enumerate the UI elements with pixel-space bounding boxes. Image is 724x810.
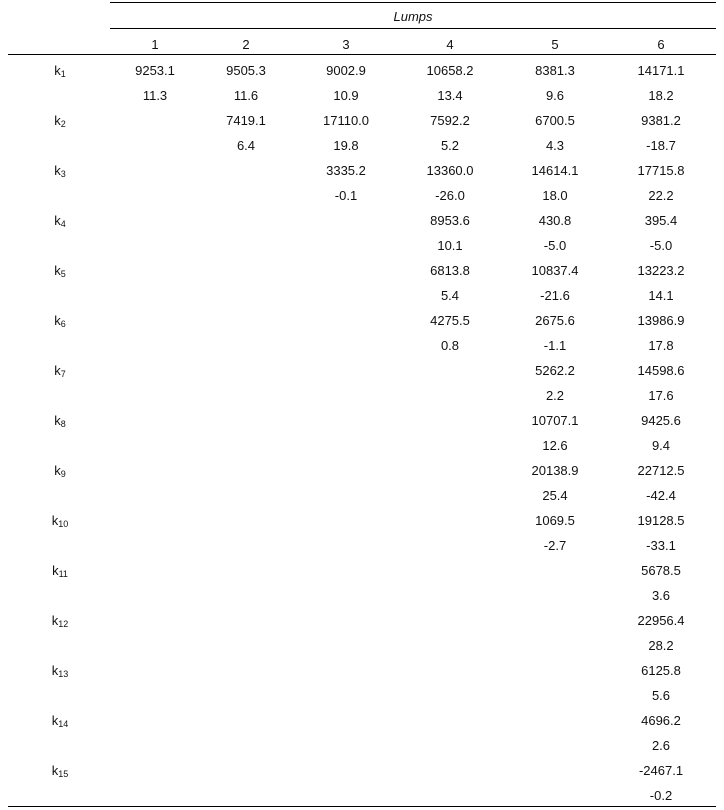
top-rule <box>110 2 716 3</box>
cell-value-k1-col3: 9002.9 <box>326 63 366 78</box>
cell-deviation-k4-col5: -5.0 <box>543 238 567 253</box>
row-label-subscript: 11 <box>58 569 68 579</box>
cell-deviation-k6-col5: -1.1 <box>543 338 567 353</box>
cell-deviation-k4-col6: -5.0 <box>649 238 673 253</box>
cell-deviation-k3-col5: 18.0 <box>542 188 568 203</box>
row-label-k8 <box>42 413 78 428</box>
cell-deviation-k2-col3: 19.8 <box>333 138 359 153</box>
row-label-k15 <box>42 763 78 778</box>
cell-value-k3-col4: 13360.0 <box>426 163 474 178</box>
cell-deviation-k1-col4: 13.4 <box>437 88 463 103</box>
cell-deviation-k14-col6: 2.6 <box>651 738 671 753</box>
bottom-rule <box>8 806 716 807</box>
cell-deviation-k5-col4: 5.4 <box>440 288 460 303</box>
cell-deviation-k1-col1: 11.3 <box>142 88 168 103</box>
row-label-symbol: k <box>54 213 61 228</box>
row-label-symbol: k <box>54 363 61 378</box>
cell-deviation-k8-col6: 9.4 <box>651 438 671 453</box>
column-header-2: 2 <box>242 37 250 52</box>
row-label-symbol: k <box>51 613 59 628</box>
cell-value-k2-col2: 7419.1 <box>226 113 266 128</box>
row-label-k1 <box>42 63 78 78</box>
row-label-subscript: 6 <box>60 319 66 329</box>
cell-value-k11-col6: 5678.5 <box>641 563 681 578</box>
cell-value-k6-col4: 4275.5 <box>430 313 470 328</box>
cell-deviation-k8-col5: 12.6 <box>542 438 568 453</box>
row-label-k7 <box>42 363 78 378</box>
cell-value-k13-col6: 6125.8 <box>641 663 681 678</box>
group-rule <box>110 28 716 29</box>
cell-deviation-k2-col6: -18.7 <box>646 138 676 153</box>
row-label-subscript: 10 <box>58 519 69 529</box>
row-label-k5 <box>42 263 78 278</box>
row-label-subscript: 4 <box>60 219 66 229</box>
row-label-k4 <box>42 213 78 228</box>
row-label-symbol: k <box>52 563 59 578</box>
row-label-subscript: 5 <box>60 269 66 279</box>
row-label-k6 <box>42 313 78 328</box>
cell-value-k4-col4: 8953.6 <box>430 213 470 228</box>
row-label-subscript: 15 <box>58 769 69 779</box>
row-label-subscript: 1 <box>60 69 66 79</box>
row-label-k2 <box>42 113 78 128</box>
row-label-symbol: k <box>54 313 61 328</box>
cell-value-k10-col5: 1069.5 <box>535 513 575 528</box>
row-label-symbol: k <box>51 713 59 728</box>
row-label-k10 <box>42 513 78 528</box>
cell-value-k5-col4: 6813.8 <box>430 263 470 278</box>
row-label-symbol: k <box>54 63 61 78</box>
cell-value-k4-col5: 430.8 <box>538 213 572 228</box>
cell-value-k6-col6: 13986.9 <box>637 313 685 328</box>
cell-deviation-k4-col4: 10.1 <box>437 238 463 253</box>
header-rule <box>8 54 716 55</box>
cell-deviation-k3-col4: -26.0 <box>435 188 465 203</box>
row-label-k14 <box>42 713 78 728</box>
cell-deviation-k3-col6: 22.2 <box>648 188 674 203</box>
cell-deviation-k12-col6: 28.2 <box>648 638 674 653</box>
cell-deviation-k10-col5: -2.7 <box>543 538 567 553</box>
column-header-3: 3 <box>342 37 350 52</box>
row-label-symbol: k <box>51 513 59 528</box>
cell-deviation-k6-col6: 17.8 <box>648 338 674 353</box>
row-label-k13 <box>42 663 78 678</box>
row-label-symbol: k <box>54 113 61 128</box>
cell-deviation-k2-col2: 6.4 <box>236 138 256 153</box>
cell-value-k8-col6: 9425.6 <box>641 413 681 428</box>
row-label-symbol: k <box>51 663 59 678</box>
cell-deviation-k15-col6: -0.2 <box>649 788 673 803</box>
row-label-k12 <box>42 613 78 628</box>
cell-deviation-k6-col4: 0.8 <box>440 338 460 353</box>
cell-value-k6-col5: 2675.6 <box>535 313 575 328</box>
cell-value-k1-col5: 8381.3 <box>535 63 575 78</box>
cell-value-k12-col6: 22956.4 <box>637 613 685 628</box>
cell-value-k15-col6: -2467.1 <box>638 763 684 778</box>
cell-value-k3-col6: 17715.8 <box>637 163 685 178</box>
cell-value-k3-col3: 3335.2 <box>326 163 366 178</box>
row-label-symbol: k <box>51 763 59 778</box>
cell-value-k9-col5: 20138.9 <box>531 463 579 478</box>
cell-value-k2-col5: 6700.5 <box>535 113 575 128</box>
cell-value-k10-col6: 19128.5 <box>637 513 685 528</box>
cell-value-k9-col6: 22712.5 <box>637 463 685 478</box>
row-label-subscript: 12 <box>58 619 69 629</box>
cell-deviation-k13-col6: 5.6 <box>651 688 671 703</box>
cell-deviation-k7-col5: 2.2 <box>545 388 565 403</box>
cell-deviation-k5-col5: -21.6 <box>540 288 570 303</box>
cell-value-k2-col4: 7592.2 <box>430 113 470 128</box>
row-label-symbol: k <box>54 413 61 428</box>
row-label-k3 <box>42 163 78 178</box>
cell-value-k7-col5: 5262.2 <box>535 363 575 378</box>
cell-value-k2-col3: 17110.0 <box>322 113 370 128</box>
row-label-subscript: 7 <box>60 369 66 379</box>
row-label-subscript: 2 <box>60 119 66 129</box>
cell-value-k4-col6: 395.4 <box>644 213 678 228</box>
cell-deviation-k5-col6: 14.1 <box>648 288 674 303</box>
row-label-k11 <box>42 563 78 578</box>
row-label-subscript: 3 <box>60 169 66 179</box>
cell-deviation-k1-col6: 18.2 <box>648 88 674 103</box>
group-title: Lumps <box>393 9 433 24</box>
cell-value-k1-col2: 9505.3 <box>226 63 266 78</box>
cell-value-k5-col6: 13223.2 <box>637 263 685 278</box>
cell-deviation-k1-col5: 9.6 <box>545 88 565 103</box>
cell-value-k7-col6: 14598.6 <box>637 363 685 378</box>
cell-value-k2-col6: 9381.2 <box>641 113 681 128</box>
cell-value-k14-col6: 4696.2 <box>641 713 681 728</box>
row-label-subscript: 13 <box>58 669 69 679</box>
row-label-symbol: k <box>54 163 61 178</box>
cell-deviation-k1-col2: 11.6 <box>233 88 259 103</box>
row-label-k9 <box>42 463 78 478</box>
row-label-symbol: k <box>54 263 61 278</box>
column-header-5: 5 <box>551 37 559 52</box>
column-header-1: 1 <box>151 37 159 52</box>
cell-value-k5-col5: 10837.4 <box>531 263 579 278</box>
column-header-4: 4 <box>446 37 454 52</box>
cell-deviation-k3-col3: -0.1 <box>334 188 358 203</box>
cell-value-k1-col6: 14171.1 <box>637 63 685 78</box>
cell-deviation-k2-col4: 5.2 <box>440 138 460 153</box>
cell-deviation-k1-col3: 10.9 <box>333 88 359 103</box>
row-label-subscript: 8 <box>60 419 66 429</box>
cell-value-k8-col5: 10707.1 <box>531 413 579 428</box>
row-label-subscript: 14 <box>58 719 69 729</box>
cell-deviation-k7-col6: 17.6 <box>648 388 674 403</box>
column-header-6: 6 <box>657 37 665 52</box>
cell-deviation-k2-col5: 4.3 <box>545 138 565 153</box>
cell-value-k1-col4: 10658.2 <box>426 63 474 78</box>
cell-value-k1-col1: 9253.1 <box>135 63 175 78</box>
cell-deviation-k9-col5: 25.4 <box>542 488 568 503</box>
cell-deviation-k9-col6: -42.4 <box>646 488 676 503</box>
cell-deviation-k10-col6: -33.1 <box>646 538 676 553</box>
row-label-symbol: k <box>54 463 61 478</box>
cell-deviation-k11-col6: 3.6 <box>651 588 671 603</box>
cell-value-k3-col5: 14614.1 <box>531 163 579 178</box>
row-label-subscript: 9 <box>60 469 66 479</box>
